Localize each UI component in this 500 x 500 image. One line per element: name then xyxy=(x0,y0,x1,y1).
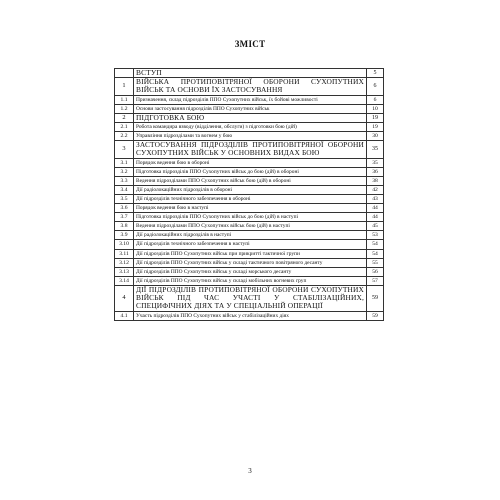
section-number: 3.1 xyxy=(115,158,134,167)
page-number: 3 xyxy=(248,467,252,475)
section-title: Ведення підрозділами ППО Сухопутних військ бою (дій) в наступі xyxy=(134,222,367,231)
section-number: 3.8 xyxy=(115,222,134,231)
section-title: Порядок ведення бою в обороні xyxy=(134,158,367,167)
section-page: 10 xyxy=(367,104,384,113)
section-title: Дії радіолокаційних підрозділів в наступі xyxy=(134,231,367,240)
section-page: 54 xyxy=(367,240,384,249)
table-row xyxy=(115,204,384,213)
section-number: 1 xyxy=(115,78,134,95)
table-row xyxy=(115,231,384,240)
section-title: Основи застосування підрозділів ППО Сухопутних військ xyxy=(134,104,367,113)
table-row xyxy=(115,158,384,167)
table-row xyxy=(115,240,384,249)
section-title: Дії підрозділів технічного забезпечення в наступі xyxy=(134,240,367,249)
section-title: Дії підрозділів ППО Сухопутних військ у складі тактичного повітряного десанту xyxy=(134,258,367,267)
section-number: 3 xyxy=(115,141,134,158)
section-page: 42 xyxy=(367,185,384,194)
section-number: 3.7 xyxy=(115,213,134,222)
section-number: 1.1 xyxy=(115,95,134,104)
page-title: ЗМІСТ xyxy=(234,39,266,49)
table-row xyxy=(115,176,384,185)
toc-body xyxy=(115,69,384,321)
section-page: 45 xyxy=(367,222,384,231)
section-title: Підготовка підрозділів ППО Сухопутних військ до бою (дій) в наступі xyxy=(134,213,367,222)
table-row xyxy=(115,285,384,311)
section-title: Дії підрозділів ППО Сухопутних військ при прикритті тактичної групи xyxy=(134,249,367,258)
section-number: 2.2 xyxy=(115,132,134,141)
section-page: 43 xyxy=(367,194,384,203)
section-number: 3.2 xyxy=(115,167,134,176)
section-title: ВІЙСЬКА ПРОТИПОВІТРЯНОЇ ОБОРОНИ СУХОПУТНИХ ВІЙСЬК ТА ОСНОВИ ЇХ ЗАСТОСУВАННЯ xyxy=(134,78,367,95)
section-number: 4.1 xyxy=(115,311,134,320)
section-number: 3.13 xyxy=(115,267,134,276)
table-row xyxy=(115,141,384,158)
section-page: 57 xyxy=(367,276,384,285)
table-row xyxy=(115,267,384,276)
section-title: Дії підрозділів ППО Сухопутних військ у складі морського десанту xyxy=(134,267,367,276)
section-page: 19 xyxy=(367,123,384,132)
section-page: 44 xyxy=(367,204,384,213)
table-row xyxy=(115,167,384,176)
section-title: Дії підрозділів технічного забезпечення в обороні xyxy=(134,194,367,203)
section-page: 54 xyxy=(367,249,384,258)
table-row xyxy=(115,113,384,122)
section-page: 35 xyxy=(367,158,384,167)
section-page: 56 xyxy=(367,267,384,276)
section-page: 53 xyxy=(367,231,384,240)
table-row xyxy=(115,95,384,104)
table-row xyxy=(115,185,384,194)
section-title: Робота командира взводу (відділення, обслуги) з підготовки бою (дій) xyxy=(134,123,367,132)
section-title: Дії радіолокаційних підрозділів в обороні xyxy=(134,185,367,194)
section-title: ВСТУП xyxy=(134,69,367,78)
section-number: 3.9 xyxy=(115,231,134,240)
section-title: Порядок ведення бою в наступі xyxy=(134,204,367,213)
table-row xyxy=(115,213,384,222)
table-row xyxy=(115,249,384,258)
section-title: Призначення, склад підрозділів ППО Сухопутних військ, їх бойові можливості xyxy=(134,95,367,104)
section-page: 35 xyxy=(367,141,384,158)
section-page: 19 xyxy=(367,113,384,122)
section-title: Дії підрозділів ППО Сухопутних військ у складі мобільних вогневих груп xyxy=(134,276,367,285)
section-page: 36 xyxy=(367,167,384,176)
section-page: 6 xyxy=(367,95,384,104)
section-page: 44 xyxy=(367,213,384,222)
section-number: 3.14 xyxy=(115,276,134,285)
section-title: ПІДГОТОВКА БОЮ xyxy=(134,113,367,122)
table-row xyxy=(115,104,384,113)
table-row xyxy=(115,123,384,132)
section-title: ДІЇ ПІДРОЗДІЛІВ ПРОТИПОВІТРЯНОЇ ОБОРОНИ СУХОПУТНИХ ВІЙСЬК ПІД ЧАС УЧАСТІ У СТАБІЛІЗАЦІЙНИХ, СПЕЦИФІЧНИХ ДІЯХ ТА У СПЕЦІАЛЬНІЙ ОПЕРАЦІЇ xyxy=(134,285,367,311)
section-page: 30 xyxy=(367,132,384,141)
section-page: 59 xyxy=(367,285,384,311)
table-row xyxy=(115,222,384,231)
section-title: Управління підрозділами та вогнем у бою xyxy=(134,132,367,141)
section-title: Підготовка підрозділів ППО Сухопутних військ до бою (дій) в обороні xyxy=(134,167,367,176)
section-title: Участь підрозділів ППО Сухопутних військ у стабілізаційних діях xyxy=(134,311,367,320)
section-number: 3.12 xyxy=(115,258,134,267)
section-number: 3.5 xyxy=(115,194,134,203)
section-number xyxy=(115,69,134,78)
table-row xyxy=(115,78,384,95)
table-row xyxy=(115,258,384,267)
section-page: 6 xyxy=(367,78,384,95)
section-page: 59 xyxy=(367,311,384,320)
section-number: 3.6 xyxy=(115,204,134,213)
section-page: 38 xyxy=(367,176,384,185)
section-number: 3.10 xyxy=(115,240,134,249)
section-page: 55 xyxy=(367,258,384,267)
table-row xyxy=(115,194,384,203)
section-number: 2 xyxy=(115,113,134,122)
section-number: 4 xyxy=(115,285,134,311)
section-number: 3.4 xyxy=(115,185,134,194)
section-page: 5 xyxy=(367,69,384,78)
section-title: ЗАСТОСУВАННЯ ПІДРОЗДІЛІВ ПРОТИПОВІТРЯНОЇ ОБОРОНИ СУХОПУТНИХ ВІЙСЬК У ОСНОВНИХ ВИДАХ БОЮ xyxy=(134,141,367,158)
section-number: 3.3 xyxy=(115,176,134,185)
section-title: Ведення підрозділами ППО Сухопутних військ бою (дій) в обороні xyxy=(134,176,367,185)
table-of-contents xyxy=(114,68,384,321)
section-number: 2.1 xyxy=(115,123,134,132)
section-number: 1.2 xyxy=(115,104,134,113)
section-number: 3.11 xyxy=(115,249,134,258)
table-row xyxy=(115,311,384,320)
